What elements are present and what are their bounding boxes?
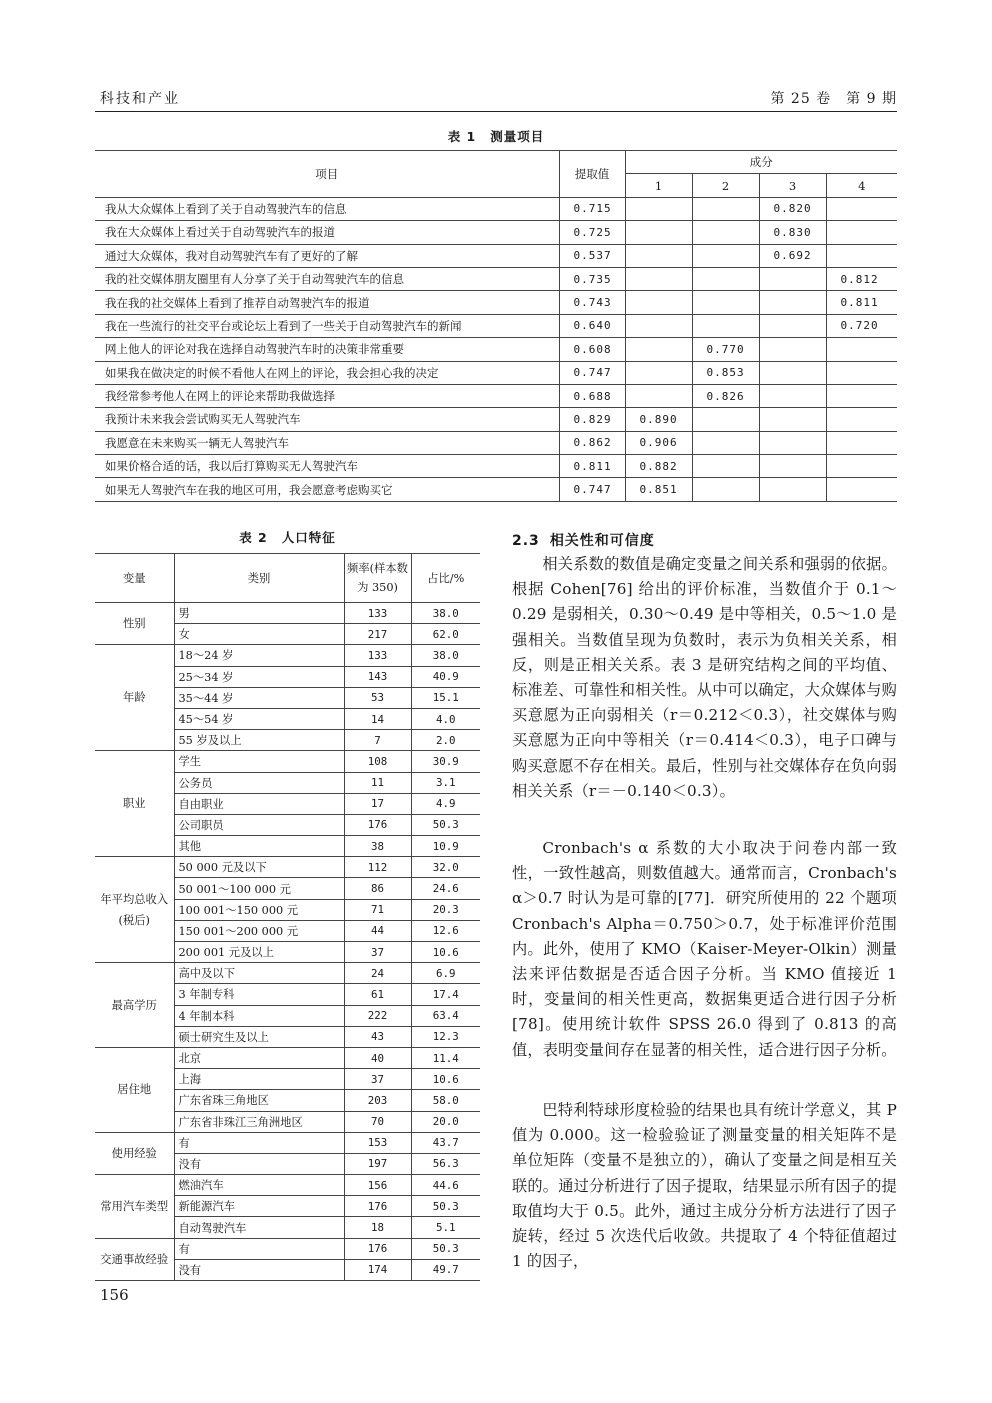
component-4-cell: 0.720	[826, 314, 897, 337]
component-4-cell	[826, 361, 897, 384]
frequency-cell: 176	[344, 814, 411, 835]
extract-value-cell: 0.640	[559, 314, 625, 337]
variable-cell: 性别	[95, 603, 174, 645]
category-cell: 公务员	[174, 772, 344, 793]
percent-cell: 24.6	[411, 878, 480, 899]
category-cell: 100 001～150 000 元	[174, 899, 344, 920]
variable-cell: 年龄	[95, 645, 174, 751]
percent-cell: 4.9	[411, 793, 480, 814]
percent-cell: 11.4	[411, 1047, 480, 1068]
item-cell: 如果价格合适的话，我以后打算购买无人驾驶汽车	[95, 455, 559, 478]
component-1-cell: 0.890	[625, 408, 692, 431]
measurement-items-table	[95, 150, 897, 502]
variable-cell: 职业	[95, 751, 174, 857]
percent-cell: 10.9	[411, 836, 480, 857]
table2-caption	[95, 528, 480, 546]
component-1-cell	[625, 244, 692, 267]
frequency-cell: 176	[344, 1238, 411, 1259]
percent-cell: 10.6	[411, 942, 480, 963]
category-cell: 高中及以下	[174, 963, 344, 984]
frequency-cell: 38	[344, 836, 411, 857]
component-2-cell: 0.770	[692, 338, 759, 361]
component-1-cell	[625, 338, 692, 361]
component-2-cell: 0.853	[692, 361, 759, 384]
component-4-cell	[826, 338, 897, 361]
frequency-cell: 108	[344, 751, 411, 772]
percent-cell: 10.6	[411, 1069, 480, 1090]
frequency-cell: 71	[344, 899, 411, 920]
category-cell: 25～34 岁	[174, 666, 344, 687]
component-4-cell: 0.812	[826, 267, 897, 290]
category-cell: 150 001～200 000 元	[174, 920, 344, 941]
component-3-cell: 0.820	[759, 197, 826, 220]
frequency-cell: 24	[344, 963, 411, 984]
category-cell: 35～44 岁	[174, 687, 344, 708]
percent-cell: 20.3	[411, 899, 480, 920]
component-3-cell	[759, 361, 826, 384]
table-row	[95, 384, 897, 407]
component-2-cell	[692, 267, 759, 290]
col-percent-header: 占比/%	[411, 554, 480, 603]
demographics-table	[95, 553, 480, 1281]
component-1-cell	[625, 221, 692, 244]
table-row	[95, 1047, 480, 1068]
frequency-cell: 7	[344, 730, 411, 751]
component-1-cell	[625, 197, 692, 220]
table-row	[95, 197, 897, 220]
page-number: 156	[100, 1286, 129, 1304]
col-variable-header: 变量	[95, 554, 174, 603]
component-1-cell: 0.906	[625, 431, 692, 454]
category-cell: 3 年制专科	[174, 984, 344, 1005]
category-cell: 没有	[174, 1259, 344, 1280]
extract-value-cell: 0.725	[559, 221, 625, 244]
percent-cell: 12.3	[411, 1026, 480, 1047]
item-cell: 我在一些流行的社交平台或论坛上看到了一些关于自动驾驶汽车的新闻	[95, 314, 559, 337]
item-cell: 通过大众媒体，我对自动驾驶汽车有了更好的了解	[95, 244, 559, 267]
paragraph-correlation: 相关系数的数值是确定变量之间关系和强弱的依据。根据 Cohen[76] 给出的评价标准，当数值介于 0.1～0.29 是弱相关，0.30～0.49 是中等相关，0.5～1.0 是强相关。当数值呈现为负数时，表示为负相关关系，相反，则是正相关关系。表 3 是研究结构之间的平均值、标准差、可靠性和相关性。从中可以确定，大众媒体与购买意愿为正向弱相关（r＝0.212＜0.3），社交媒体与购买意愿为正向中等相关（r＝0.414＜0.3），电子口碑与购买意愿不存在相关。最后，性别与社交媒体存在负向弱相关关系（r＝－0.140＜0.3）。	[512, 555, 897, 800]
component-1-cell	[625, 267, 692, 290]
frequency-cell: 14	[344, 708, 411, 729]
category-cell: 18～24 岁	[174, 645, 344, 666]
table1-number: 表 1	[447, 129, 477, 144]
journal-name: 科技和产业	[100, 91, 180, 107]
item-cell: 我经常参考他人在网上的评论来帮助我做选择	[95, 384, 559, 407]
variable-cell: 年平均总收入(税后)	[95, 857, 174, 963]
category-cell: 广东省非珠江三角洲地区	[174, 1111, 344, 1132]
percent-cell: 44.6	[411, 1175, 480, 1196]
extract-value-cell: 0.811	[559, 455, 625, 478]
category-cell: 有	[174, 1132, 344, 1153]
percent-cell: 56.3	[411, 1153, 480, 1174]
component-4-cell	[826, 221, 897, 244]
table-row	[95, 408, 897, 431]
table-row	[95, 1175, 480, 1196]
component-1-cell: 0.851	[625, 478, 692, 501]
table-row	[95, 1132, 480, 1153]
frequency-cell: 17	[344, 793, 411, 814]
percent-cell: 38.0	[411, 603, 480, 624]
table-row	[95, 751, 480, 772]
table-row	[95, 1238, 480, 1259]
component-3-cell	[759, 338, 826, 361]
component-3-cell	[759, 314, 826, 337]
item-cell: 如果无人驾驶汽车在我的地区可用，我会愿意考虑购买它	[95, 478, 559, 501]
component-col-4: 4	[826, 174, 897, 197]
table-row	[95, 244, 897, 267]
category-cell: 其他	[174, 836, 344, 857]
col-item-header: 项目	[95, 151, 559, 198]
frequency-cell: 70	[344, 1111, 411, 1132]
component-3-cell	[759, 384, 826, 407]
component-2-cell	[692, 244, 759, 267]
section-title: 相关性和可信度	[549, 533, 655, 549]
extract-value-cell: 0.747	[559, 361, 625, 384]
section-number: 2.3	[512, 533, 540, 549]
col-extract-header: 提取值	[559, 151, 625, 198]
category-cell: 有	[174, 1238, 344, 1259]
table-row	[95, 603, 480, 624]
percent-cell: 12.6	[411, 920, 480, 941]
percent-cell: 50.3	[411, 1196, 480, 1217]
extract-value-cell: 0.735	[559, 267, 625, 290]
issue-info: 第 25 卷 第 9 期	[770, 91, 897, 107]
item-cell: 我的社交媒体朋友圈里有人分享了关于自动驾驶汽车的信息	[95, 267, 559, 290]
table-row	[95, 478, 897, 501]
category-cell: 55 岁及以上	[174, 730, 344, 751]
component-1-cell	[625, 384, 692, 407]
category-cell: 燃油汽车	[174, 1175, 344, 1196]
extract-value-cell: 0.747	[559, 478, 625, 501]
item-cell: 网上他人的评论对我在选择自动驾驶汽车时的决策非常重要	[95, 338, 559, 361]
extract-value-cell: 0.715	[559, 197, 625, 220]
table-row	[95, 338, 897, 361]
component-1-cell: 0.882	[625, 455, 692, 478]
component-2-cell	[692, 197, 759, 220]
frequency-cell: 217	[344, 624, 411, 645]
percent-cell: 3.1	[411, 772, 480, 793]
component-2-cell	[692, 431, 759, 454]
col-frequency-header: 频率(样本数为 350)	[344, 554, 411, 603]
percent-cell: 38.0	[411, 645, 480, 666]
component-3-cell	[759, 431, 826, 454]
item-cell: 我预计未来我会尝试购买无人驾驶汽车	[95, 408, 559, 431]
component-3-cell	[759, 478, 826, 501]
col-category-header: 类别	[174, 554, 344, 603]
paragraph-cronbach: Cronbach's α 系数的大小取决于问卷内部一致性，一致性越高，则数值越大。通常而言，Cronbach's α＞0.7 时认为是可靠的[77]．研究所使用的 22 个题项 Cronbach's Alpha＝0.750＞0.7，处于标准评价范围内。此外，使用了 KMO（Kaiser-Meyer-Olkin）测量法来评估数据是否适合因子分析。当 KMO 值接近 1 时，变量间的相关性更高，数据集更适合进行因子分析[78]。使用统计软件 SPSS 26.0 得到了 0.813 的高值，表明变量间存在显著的相关性，适合进行因子分析。	[512, 839, 897, 1059]
component-col-2: 2	[692, 174, 759, 197]
item-cell: 我在大众媒体上看过关于自动驾驶汽车的报道	[95, 221, 559, 244]
percent-cell: 49.7	[411, 1259, 480, 1280]
table-row	[95, 455, 897, 478]
frequency-cell: 143	[344, 666, 411, 687]
table-row	[95, 221, 897, 244]
component-col-1: 1	[625, 174, 692, 197]
category-cell: 广东省珠三角地区	[174, 1090, 344, 1111]
percent-cell: 20.0	[411, 1111, 480, 1132]
percent-cell: 63.4	[411, 1005, 480, 1026]
table-row	[95, 963, 480, 984]
table-row	[95, 361, 897, 384]
table2-number: 表 2	[239, 530, 268, 545]
category-cell: 公司职员	[174, 814, 344, 835]
variable-cell: 常用汽车类型	[95, 1175, 174, 1239]
frequency-cell: 174	[344, 1259, 411, 1280]
percent-cell: 40.9	[411, 666, 480, 687]
table-row	[95, 857, 480, 878]
item-cell: 我从大众媒体上看到了关于自动驾驶汽车的信息	[95, 197, 559, 220]
extract-value-cell: 0.829	[559, 408, 625, 431]
percent-cell: 62.0	[411, 624, 480, 645]
percent-cell: 50.3	[411, 814, 480, 835]
frequency-cell: 44	[344, 920, 411, 941]
category-cell: 硕士研究生及以上	[174, 1026, 344, 1047]
category-cell: 男	[174, 603, 344, 624]
table-row	[95, 431, 897, 454]
component-1-cell	[625, 314, 692, 337]
percent-cell: 5.1	[411, 1217, 480, 1238]
component-4-cell	[826, 431, 897, 454]
percent-cell: 43.7	[411, 1132, 480, 1153]
frequency-cell: 197	[344, 1153, 411, 1174]
frequency-cell: 43	[344, 1026, 411, 1047]
extract-value-cell: 0.688	[559, 384, 625, 407]
category-cell: 4 年制本科	[174, 1005, 344, 1026]
percent-cell: 32.0	[411, 857, 480, 878]
category-cell: 没有	[174, 1153, 344, 1174]
component-3-cell	[759, 267, 826, 290]
percent-cell: 50.3	[411, 1238, 480, 1259]
frequency-cell: 53	[344, 687, 411, 708]
extract-value-cell: 0.537	[559, 244, 625, 267]
table-row	[95, 267, 897, 290]
frequency-cell: 86	[344, 878, 411, 899]
component-1-cell	[625, 361, 692, 384]
extract-value-cell: 0.608	[559, 338, 625, 361]
category-cell: 自由职业	[174, 793, 344, 814]
percent-cell: 17.4	[411, 984, 480, 1005]
category-cell: 50 000 元及以下	[174, 857, 344, 878]
component-4-cell	[826, 408, 897, 431]
frequency-cell: 176	[344, 1196, 411, 1217]
category-cell: 自动驾驶汽车	[174, 1217, 344, 1238]
paragraph-bartlett: 巴特利特球形度检验的结果也具有统计学意义，其 P 值为 0.000。这一检验验证了测量变量的相关矩阵不是单位矩阵（变量不是独立的），确认了变量之间是相互关联的。通过分析进行了因子提取，结果显示所有因子的提取值均大于 0.5。此外，通过主成分分析方法进行了因子旋转，经过 5 次迭代后收敛。共提取了 4 个特征值超过 1 的因子，	[512, 1101, 897, 1271]
header-rule	[95, 111, 897, 112]
frequency-cell: 133	[344, 603, 411, 624]
component-col-3: 3	[759, 174, 826, 197]
percent-cell: 30.9	[411, 751, 480, 772]
item-cell: 我愿意在未来购买一辆无人驾驶汽车	[95, 431, 559, 454]
col-component-header: 成分	[625, 151, 897, 174]
table-row	[95, 645, 480, 666]
frequency-cell: 112	[344, 857, 411, 878]
frequency-cell: 37	[344, 1069, 411, 1090]
component-2-cell	[692, 478, 759, 501]
percent-cell: 2.0	[411, 730, 480, 751]
frequency-cell: 222	[344, 1005, 411, 1026]
component-4-cell	[826, 197, 897, 220]
frequency-cell: 18	[344, 1217, 411, 1238]
section-heading	[512, 530, 655, 550]
component-4-cell	[826, 455, 897, 478]
variable-cell: 使用经验	[95, 1132, 174, 1174]
percent-cell: 4.0	[411, 708, 480, 729]
category-cell: 北京	[174, 1047, 344, 1068]
category-cell: 200 001 元及以上	[174, 942, 344, 963]
category-cell: 新能源汽车	[174, 1196, 344, 1217]
component-4-cell	[826, 244, 897, 267]
frequency-cell: 133	[344, 645, 411, 666]
frequency-cell: 61	[344, 984, 411, 1005]
component-3-cell: 0.830	[759, 221, 826, 244]
component-3-cell: 0.692	[759, 244, 826, 267]
category-cell: 上海	[174, 1069, 344, 1090]
component-4-cell	[826, 478, 897, 501]
percent-cell: 6.9	[411, 963, 480, 984]
component-2-cell	[692, 221, 759, 244]
percent-cell: 58.0	[411, 1090, 480, 1111]
component-2-cell	[692, 291, 759, 314]
extract-value-cell: 0.862	[559, 431, 625, 454]
table1-title: 测量项目	[490, 129, 545, 144]
category-cell: 50 001～100 000 元	[174, 878, 344, 899]
table2-title: 人口特征	[281, 530, 336, 545]
variable-cell: 交通事故经验	[95, 1238, 174, 1280]
category-cell: 学生	[174, 751, 344, 772]
component-3-cell	[759, 455, 826, 478]
variable-cell: 居住地	[95, 1047, 174, 1132]
table-row	[95, 314, 897, 337]
category-cell: 45～54 岁	[174, 708, 344, 729]
component-1-cell	[625, 291, 692, 314]
component-2-cell	[692, 408, 759, 431]
item-cell: 我在我的社交媒体上看到了推荐自动驾驶汽车的报道	[95, 291, 559, 314]
frequency-cell: 156	[344, 1175, 411, 1196]
component-4-cell	[826, 384, 897, 407]
frequency-cell: 153	[344, 1132, 411, 1153]
component-3-cell	[759, 291, 826, 314]
component-2-cell	[692, 455, 759, 478]
percent-cell: 15.1	[411, 687, 480, 708]
component-3-cell	[759, 408, 826, 431]
frequency-cell: 37	[344, 942, 411, 963]
frequency-cell: 40	[344, 1047, 411, 1068]
component-2-cell	[692, 314, 759, 337]
category-cell: 女	[174, 624, 344, 645]
component-4-cell: 0.811	[826, 291, 897, 314]
frequency-cell: 11	[344, 772, 411, 793]
table1-caption	[95, 127, 897, 145]
item-cell: 如果我在做决定的时候不看他人在网上的评论，我会担心我的决定	[95, 361, 559, 384]
frequency-cell: 203	[344, 1090, 411, 1111]
component-2-cell: 0.826	[692, 384, 759, 407]
extract-value-cell: 0.743	[559, 291, 625, 314]
table-row	[95, 291, 897, 314]
variable-cell: 最高学历	[95, 963, 174, 1048]
